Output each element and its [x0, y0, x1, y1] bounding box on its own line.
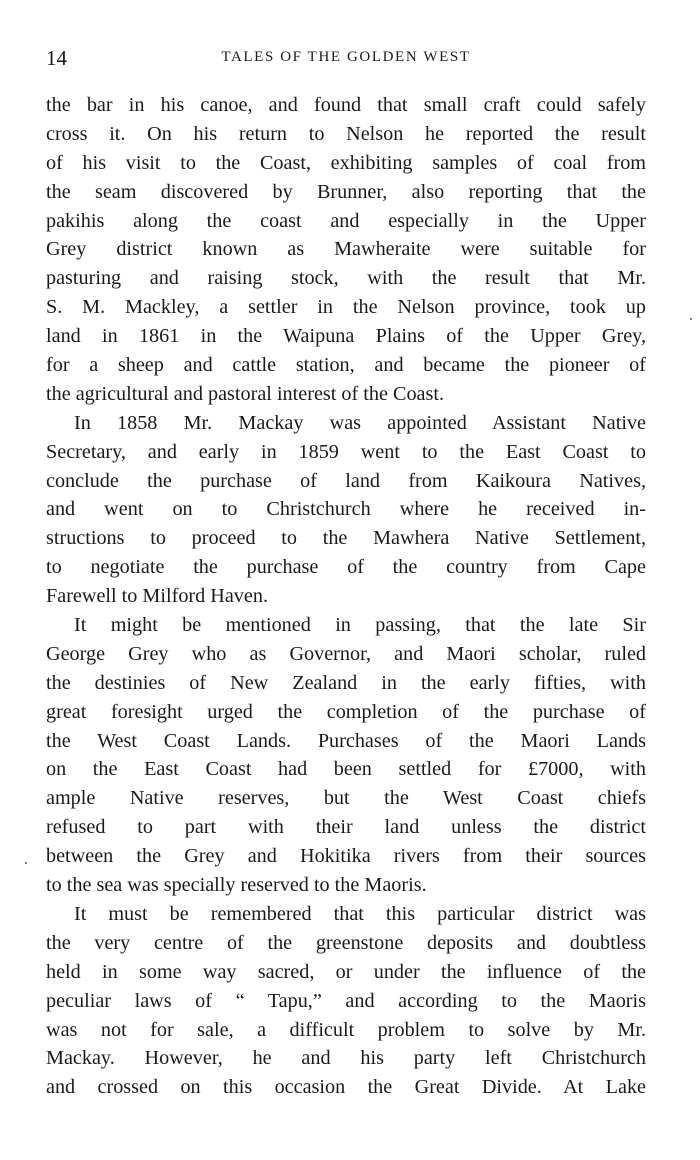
text-line: In 1858 Mr. Mackay was appointed Assistant Native — [74, 411, 646, 434]
text-line: the very centre of the greenstone deposits and doubtless — [46, 931, 646, 954]
text-line: and went on to Christchurch where he received in- — [46, 498, 646, 521]
text-line: land in 1861 in the Waipuna Plains of the Upper Grey, — [46, 325, 646, 348]
text-line: conclude the purchase of land from Kaikoura Natives, — [46, 469, 646, 492]
text-line: was not for sale, a difficult problem to solve by Mr. — [46, 1018, 646, 1041]
text-line: the bar in his canoe, and found that small craft could safely — [46, 94, 646, 116]
paragraph-3 — [46, 611, 646, 900]
body-text — [46, 91, 646, 1102]
running-header — [46, 40, 646, 80]
text-line: Secretary, and early in 1859 went to the East Coast to — [46, 440, 646, 463]
text-line: Farewell to Milford Haven. — [46, 585, 269, 608]
text-line: on the East Coast had been settled for £7000, with — [46, 758, 646, 781]
paragraph-1 — [46, 91, 646, 409]
text-line: the agricultural and pastoral interest of the Coast. — [46, 382, 445, 405]
text-line: It must be remembered that this particular district was — [74, 902, 646, 925]
text-line: pakihis along the coast and especially in the Upper — [46, 209, 646, 232]
text-line: structions to proceed to the Mawhera Native Settlement, — [46, 527, 646, 550]
text-line: Grey district known as Mawheraite were suitable for — [46, 238, 646, 261]
paragraph-2 — [46, 409, 646, 611]
text-line: for a sheep and cattle station, and became the pioneer of — [46, 354, 646, 377]
paragraph-4 — [46, 900, 646, 1102]
text-line: S. M. Mackley, a settler in the Nelson province, took up — [46, 296, 646, 319]
text-line: held in some way sacred, or under the influence of the — [46, 960, 646, 983]
text-line: the destinies of New Zealand in the early fifties, with — [46, 671, 646, 694]
text-line: cross it. On his return to Nelson he reported the result — [46, 122, 646, 145]
text-line: of his visit to the Coast, exhibiting samples of coal from — [46, 151, 646, 174]
text-line: between the Grey and Hokitika rivers from their sources — [46, 845, 646, 868]
text-line: refused to part with their land unless the district — [46, 816, 646, 839]
text-line: to the sea was specially reserved to the Maoris. — [46, 874, 427, 897]
book-page — [46, 40, 646, 1102]
text-line: It might be mentioned in passing, that the late Sir — [74, 614, 646, 637]
text-line: great foresight urged the completion of the purchase of — [46, 700, 646, 723]
text-line: George Grey who as Governor, and Maori scholar, ruled — [46, 642, 646, 665]
text-line: the seam discovered by Brunner, also reporting that the — [46, 180, 646, 203]
scan-speck — [690, 318, 692, 320]
text-line: and crossed on this occasion the Great Divide. At Lake — [46, 1076, 646, 1099]
text-line: the West Coast Lands. Purchases of the Maori Lands — [46, 729, 646, 752]
text-line: Mackay. However, he and his party left Christchurch — [46, 1047, 646, 1070]
text-line: peculiar laws of “ Tapu,” and according to the Maoris — [46, 989, 646, 1012]
running-title: TALES OF THE GOLDEN WEST — [221, 49, 471, 65]
text-line: ample Native reserves, but the West Coast chiefs — [46, 787, 646, 810]
page-number: 14 — [46, 46, 67, 70]
text-line: pasturing and raising stock, with the result that Mr. — [46, 267, 646, 290]
scan-speck — [25, 862, 27, 864]
text-line: to negotiate the purchase of the country from Cape — [46, 556, 646, 579]
